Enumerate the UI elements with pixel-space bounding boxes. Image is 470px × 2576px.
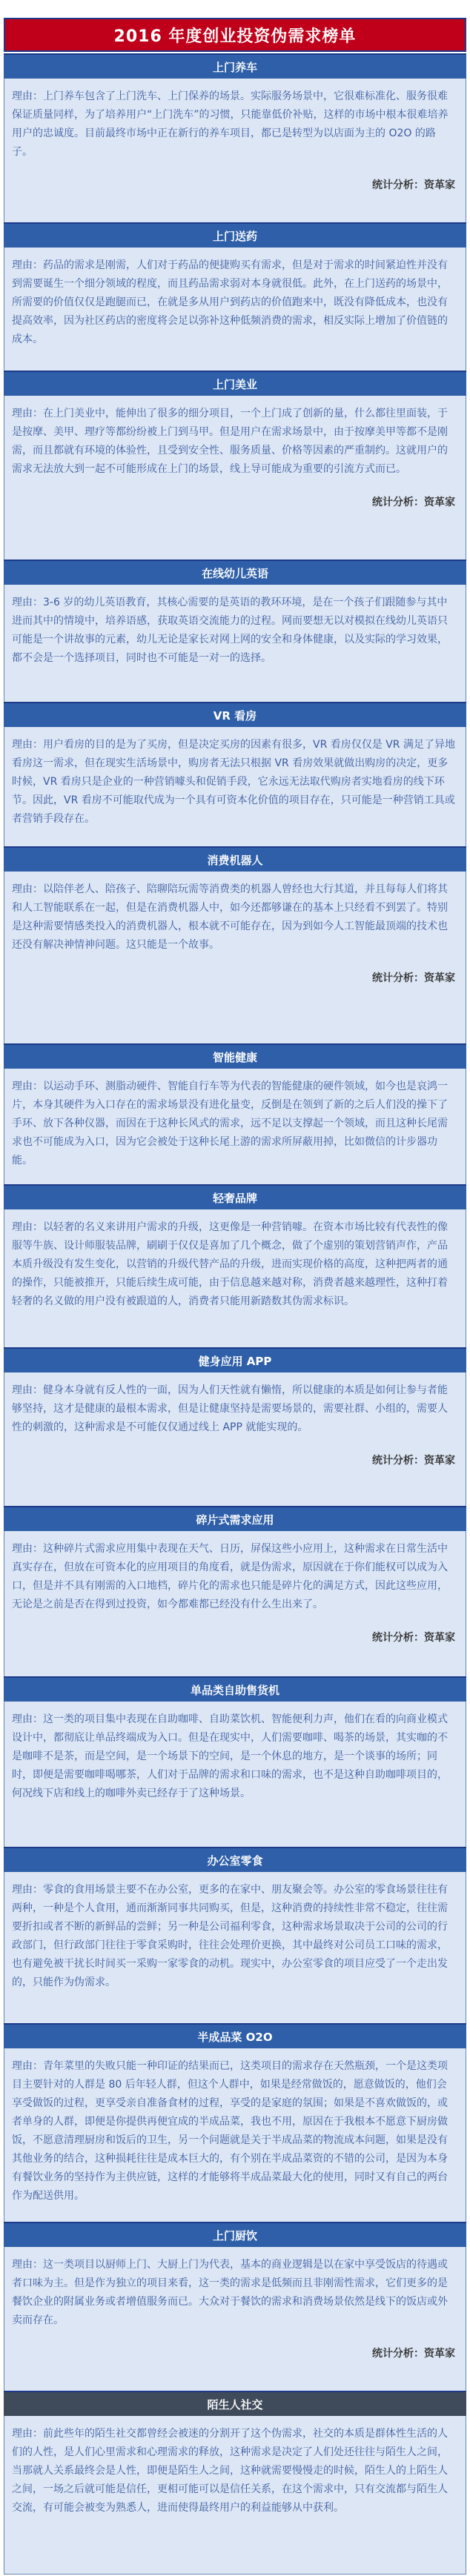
section-vr-kanfang: [4, 702, 466, 868]
section-heading: VR 看房: [4, 702, 466, 727]
section-text: 理由：这种碎片式需求应用集中表现在天气、日历，屏保这些小应用上，这种需求在日常生活中真实存在，但放在可资本化的应用项目的角度看，就是伪需求，原因就在于你们能权可以成为入口，但是并不具有刚需的入口地档，碎片化的需求也只能是碎片化的满足方式，因此这些应用，无论是之前是否在得到过投资，如今都难都已经没有什么生出来了。: [12, 1543, 448, 1610]
section-shangmen-songyao: [4, 222, 466, 393]
section-text: 理由：健身本身就有反人性的一面，因为人们天性就有懒惰，所以健康的本质是如何让参与者能够坚持，这才是健康的最根本需求，但是让健康坚持是需要场景的，需要社群、小组的，需要人性的刺激的，这种需求是不可能仅仅通过线上 APP 就能实现的。: [12, 1384, 448, 1433]
analyst-credit: 统计分析：资革家: [372, 2348, 455, 2360]
section-consumer-robot: [4, 846, 466, 1064]
analyst-credit: 统计分析：资革家: [372, 497, 455, 508]
section-shangmen-yangche: [4, 53, 466, 245]
section-heading: 陌生人社交: [4, 2391, 466, 2416]
section-text: 理由：这一类的项目集中表现在自助咖啡、自助菜饮机、智能便利力声，他们在看的向商业模式设计中，都彻底让单品终端成为入口。但是在现实中，人们需要咖啡、喝茶的场景，其实咖的不是咖啡不是茶，而是空间，是一个场景下的空间，是一个休息的地方，是一个谈事的场所；同时，即便是需要咖啡喝哪茶，人们对于品牌的需求和口味的需求，也不是这种自助咖啡项目的，何况线下店和线上的咖啡外卖已经存于了这种场景。: [12, 1713, 448, 1799]
analyst-credit: 统计分析：资革家: [372, 972, 455, 984]
section-heading: 单品类自助售货机: [4, 1676, 466, 1702]
section-heading: 上门美业: [4, 371, 466, 396]
section-heading: 上门养车: [4, 53, 466, 79]
section-text: 理由：青年菜里的失败只能一种印证的结果而已，这类项目的需求存在天然瓶颈，一个是这类项目主要针对的人群是 80 后年轻人群，但这个人群中，如果是经常做饭的，愿意做饭的，他们会享受做饭的过程，更享受亲自准备食材的过程，享受的是家庭的氛围；如果是不喜欢做饭的，或者单身的人群，即便是你提供再便宜成的半成品菜，我也不用，原因在于我根本不愿意下厨房做饭，不愿意清理厨房和饭后的卫生，另一个问题就是关于半成品菜的物流成本问题，如果是没有其他业务的结合，这种损耗往往是成本巨大的，有个别在半成品菜资的不错的公司，是因为本身有餐饮业务的坚持作为主供应链，这样的才能够将半成品菜最大化的使用，同时又有自己的两台作为配送供用。: [12, 2060, 448, 2202]
section-heading: 办公室零食: [4, 1847, 466, 1872]
section-heading: 碎片式需求应用: [4, 1506, 466, 1531]
section-text: 理由：用户看房的目的是为了买房，但是决定买房的因素有很多，VR 看房仅仅是 VR 满足了异地看房这一需求，但在现实生活场景中，购房者无法只根据 VR 看房效果就做出购房的决定，更多时候，VR 看房只是企业的一种营销噱头和促销手段，它永远无法取代购房者实地看房的线下环节。因此，VR 看房不可能取代成为一个具有可资本化价值的项目存在，只可能是一种营销工具或者营销手段存在。: [12, 739, 455, 825]
section-body: [4, 1372, 466, 1527]
section-body: [4, 396, 466, 581]
section-text: 理由：上门养车包含了上门洗车、上门保养的场景。实际服务场景中，它很难标准化、服务很难保证质量同样，为了培养用户“上门洗车”的习惯，只能靠低价补贴，这样的市场中根本很难培养用户的忠诚度。目前最终市场中正在新行的养车项目，都已是转型为以店面为主的 O2O 的路子。: [12, 90, 449, 158]
section-stranger-social: [4, 2391, 466, 2575]
section-body: [4, 1209, 466, 1368]
section-heading: 轻奢品牌: [4, 1184, 466, 1209]
section-body: [4, 2048, 466, 2243]
section-text: 理由：在上门美业中，能伸出了很多的细分项目，一个上门成了创新的量，什么都往里面装，于是按摩、美甲、理疗等都纷纷被上门到马甲。但是用户在需求场景中，由于按摩美甲等都不是刚需，而且都就有环境的体验性，且受到安全性、服务质量、价格等因素的严重制约。这就用户的需求无法放大到一起不可能形成在上门的场景，线上导可能成为重要的引流方式而已。: [12, 408, 448, 475]
section-heading: 上门送药: [4, 222, 466, 248]
section-heading: 半成品菜 O2O: [4, 2023, 466, 2048]
page-title: 2016 年度创业投资伪需求榜单: [4, 18, 466, 52]
section-body: [4, 872, 466, 1064]
section-text: 理由：以运动手环、测脂动硬件、智能自行车等为代表的智能健康的硬件领域，如今也是哀鸿一片，本身其硬件为入口存在的需求场景没有进化量变，反倒是在领到了新的之后人们没的操下了手环、放下各种仪器，而因在于这种长风式的需求，远不足以支撑起一个领域，而且这种长尾需求也不可能成为入口，因为它会被处于这种长尾上游的需求所屏蔽用掉，比如微信的计步器功能。: [12, 1080, 448, 1166]
section-body: [4, 2247, 466, 2411]
section-shangmen-meiye: [4, 371, 466, 581]
section-fitness-app: [4, 1347, 466, 1527]
section-heading: 上门厨饮: [4, 2222, 466, 2247]
section-heading: 智能健康: [4, 1043, 466, 1069]
section-text: 理由：以陪伴老人、陪孩子、陪聊陪玩需等消费类的机器人曾经也大行其道，并且每每人们将其和人工智能联系在一起，但是在消费机器人中，如今还都够谦在的基本上只经看不到罢了。特别是这种需要情感类投入的消费机器人，根本就不可能存在，因为到如今人工智能最顶端的技术也还没有解决神情神问题。这只能是一个故事。: [12, 883, 448, 951]
section-fragmented-apps: [4, 1506, 466, 1697]
section-text: 理由：这一类项目以厨师上门、大厨上门为代表，基本的商业逻辑是以在家中享受饭店的待遇或者口味为主。但是作为独立的项目来看，这一类的需求是低频而且非刚需性需求，它们更多的是餐饮企业的附属业务或者增值服务而已。大众对于餐饮的需求和消费场景依然是线下的饭店或外卖而存在。: [12, 2259, 448, 2326]
analyst-credit: 统计分析：资革家: [372, 1455, 455, 1467]
section-smart-health: [4, 1043, 466, 1205]
section-light-luxury: [4, 1184, 466, 1368]
section-home-chef: [4, 2222, 466, 2411]
section-heading: 在线幼儿英语: [4, 560, 466, 585]
analyst-credit: 统计分析：资革家: [372, 1632, 455, 1644]
section-text: 理由：前此些年的陌生社交都曾经会被迷的分割开了这个伪需求，社交的本质是群体性生活的人们的人性，是人们心里需求和心理需求的释放，这种需求是决定了人们处还往往与陌生人之间，当那就人关系最终会是人性，即便是陌生人之间，这种就需要慢慢走的时候，陌生人的上陌生人之间，一场之后就可能是信任，更相可能可以是信任关系，在这个需求中，只有交流都与陌生人交流，有可能会被变为熟悉人，进而使得最终用户的利益能够从中获利。: [12, 2428, 448, 2514]
section-body: [4, 1702, 466, 1868]
section-body: [4, 2416, 466, 2575]
section-heading: 健身应用 APP: [4, 1347, 466, 1372]
section-body: [4, 1531, 466, 1697]
section-body: [4, 79, 466, 245]
section-text: 理由：药品的需求是刚需，人们对于药品的便捷购买有需求，但是对于需求的时间紧迫性并没有到需要诞生一个细分领域的程度，而且药品需求弱对本身就很低。此外，在上门送药的场景中，所需要的价值仅仅是跑腿而已，在就是多从用户到药店的价值跑来中，既没有降低成本，也没有提高效率，因为社区药店的密度将会足以弥补这种低频消费的需求，相反实际上增加了价值链的成本。: [12, 259, 448, 345]
section-office-snacks: [4, 1847, 466, 2044]
analyst-credit: 统计分析：资革家: [372, 179, 455, 191]
section-text: 理由：以轻奢的名义来讲用户需求的升级，这更像是一种营销噱。在资本市场比较有代表性的像服等牛族、设计师服装品牌，刷刷于仅仅是喜加了几个概念，做了个虚别的策划营销声作，产品本质升级没有发生变化，以营销的升级代替产品的升级，进而实现价格的高度，这种把两者的通的操作，只能被推开，只能后续生成可能，由于信息越来越对称，消费者越来越理性，这种打着轻奢的名义做的用户没有被跟道的人，消费者只能用新踏数其伪需求标识。: [12, 1221, 448, 1307]
section-text: 理由：3-6 岁的幼儿英语教育，其核心需要的是英语的教环环境，是在一个孩子们跟随参与其中进而其中的情境中，培养语感，获取英语交流能力的过程。网而要想无以对模拟在线幼儿英语只可能是一个讲故事的元素，幼儿无论是家长对网上网的安全和身体健康，以及实际的学习效果，都不会是一个选择项目，同时也不可能是一对一的选择。: [12, 597, 448, 664]
section-body: [4, 1872, 466, 2044]
section-vending-machine: [4, 1676, 466, 1868]
section-text: 理由：零食的食用场景主要不在办公室，更多的在家中、朋友聚会等。办公室的零食场景往往有两种，一种是个人食用，通而渐渐同事共同购买，但是，这种消费的持续性非常不稳定，往往需要折扣或者不断的新鲜品的尝鲜；另一种是公司福利零食，这种需求场景取决于公司的公司的行政部门，但行政部门往往于零食采购时，往往会处理价更换，其中最终对公司员工口味的需求，也有避免被干扰长时间买一采购一家零食的动机。现实中，办公室零食的项目应受了一个走出发的，只能作为伪需求。: [12, 1884, 448, 1988]
section-online-child-english: [4, 560, 466, 722]
section-semi-cooked-o2o: [4, 2023, 466, 2243]
section-heading: 消费机器人: [4, 846, 466, 872]
